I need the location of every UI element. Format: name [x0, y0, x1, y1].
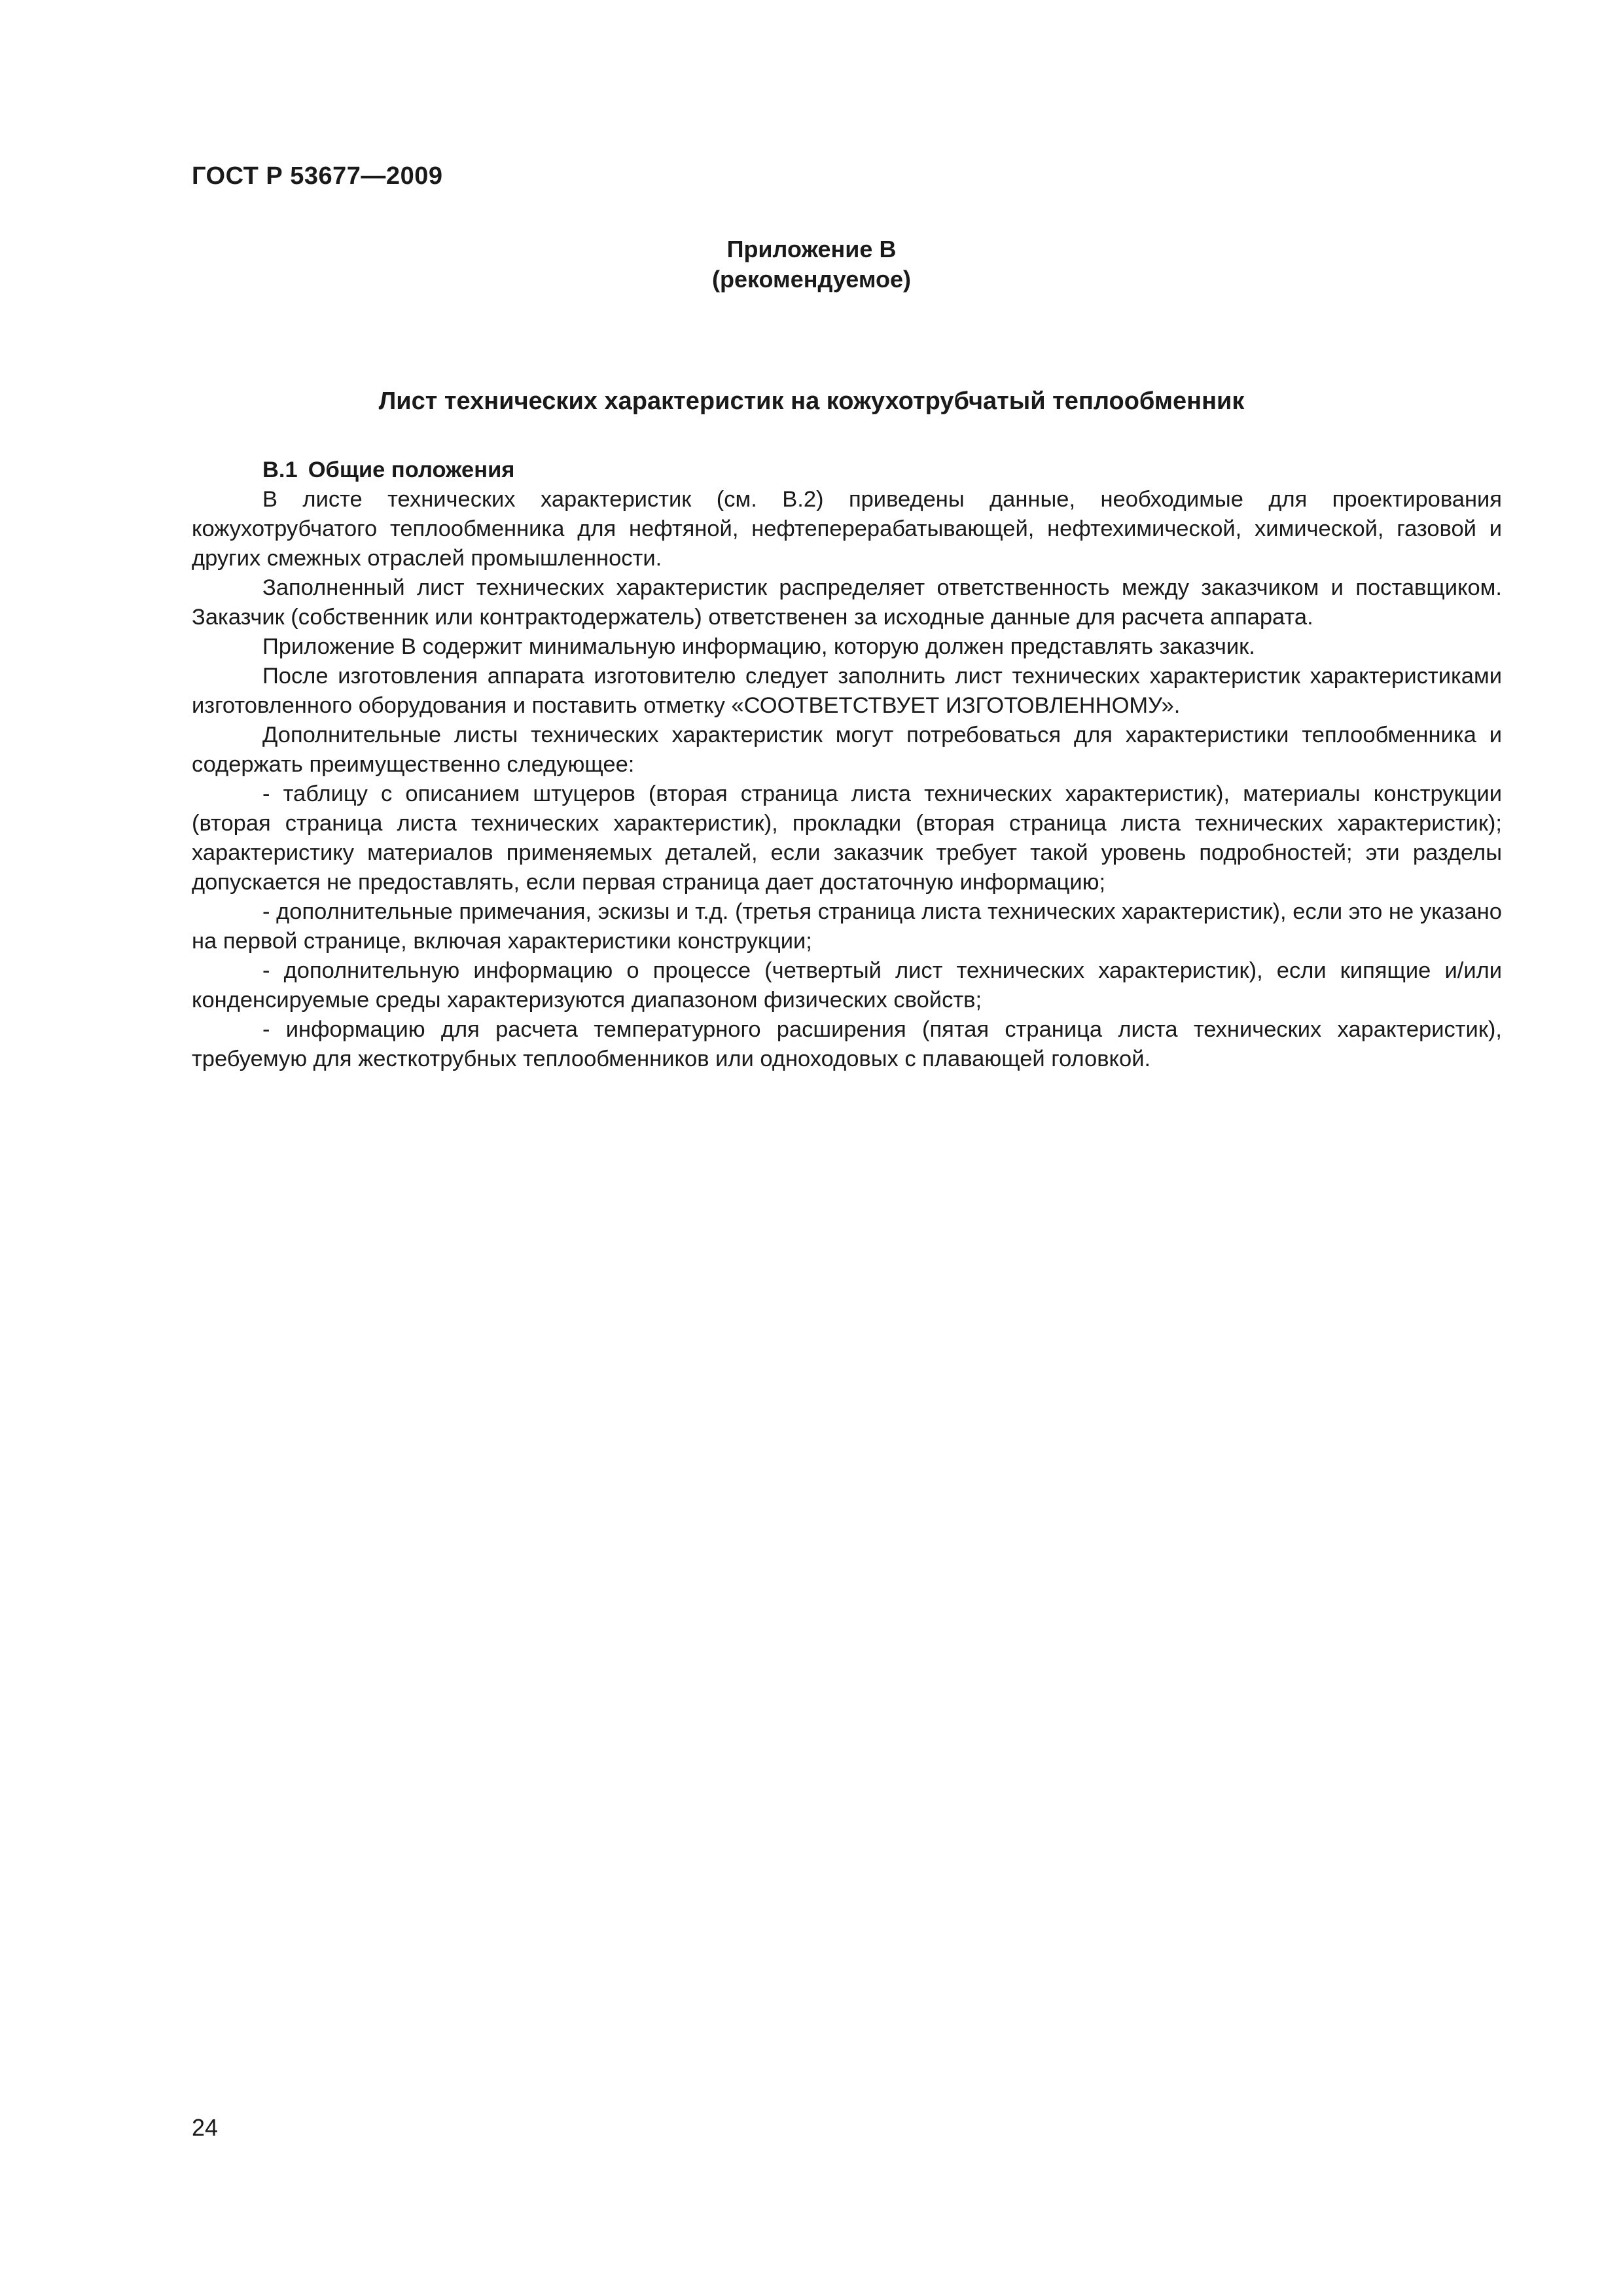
main-title: Лист технических характеристик на кожухотрубчатый теплообменник: [378, 387, 1245, 415]
paragraph: В листе технических характеристик (см. В.2) приведены данные, необходимые для проектирования кожухотрубчатого теплообменника для нефтяной, нефтеперерабатывающей, нефтехимической, химической, газовой и других смежных отраслей промышленности.: [192, 487, 1502, 571]
appendix-status: (рекомендуемое): [712, 266, 911, 293]
list-item: - дополнительные примечания, эскизы и т.д. (третья страница листа технических характеристик), если это не указано на первой странице, включая характеристики конструкции;: [192, 899, 1502, 954]
paragraph: Дополнительные листы технических характеристик могут потребоваться для характеристики теплообменника и содержать преимущественно следующее:: [192, 723, 1502, 777]
page-number: 24: [192, 2114, 219, 2141]
section-heading: [192, 456, 1502, 485]
appendix-title: Приложение В: [726, 236, 897, 262]
section-number: В.1: [262, 457, 298, 482]
section-title: Общие положения: [308, 457, 515, 482]
section-general-provisions: [192, 456, 1502, 1074]
paragraph: Приложение В содержит минимальную информацию, которую должен представлять заказчик.: [262, 634, 1255, 659]
list-item: - таблицу с описанием штуцеров (вторая страница листа технических характеристик), материалы конструкции (вторая страница листа технических характеристик), прокладки (вторая страница листа технических характеристик); характеристику материалов применяемых деталей, если заказчик требует такой уровень подробностей; эти разделы допускается не предоставлять, если первая страница дает достаточную информацию;: [192, 781, 1502, 895]
document-code-header: ГОСТ Р 53677—2009: [192, 162, 443, 190]
list-item: - дополнительную информацию о процессе (четвертый лист технических характеристик), если кипящие и/или конденсируемые среды характеризуются диапазоном физических свойств;: [192, 958, 1502, 1013]
list-item: - информацию для расчета температурного расширения (пятая страница листа технических характеристик), требуемую для жесткотрубных теплообменников или одноходовых с плавающей головкой.: [192, 1017, 1502, 1071]
paragraph: Заполненный лист технических характеристик распределяет ответственность между заказчиком и поставщиком. Заказчик (собственник или контрактодержатель) ответственен за исходные данные для расчета аппарата.: [192, 575, 1502, 630]
appendix-heading: [0, 234, 1623, 295]
paragraph: После изготовления аппарата изготовителю следует заполнить лист технических характеристик характеристиками изготовленного оборудования и поставить отметку «СООТВЕТСТВУЕТ ИЗГОТОВЛЕННОМУ».: [192, 664, 1502, 718]
